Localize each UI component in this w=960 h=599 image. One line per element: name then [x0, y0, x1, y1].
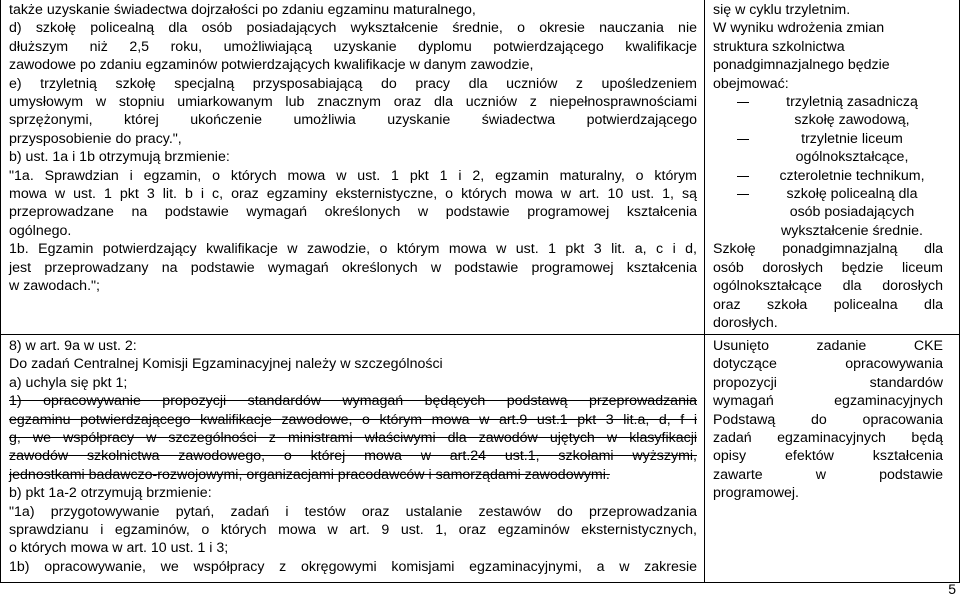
text-line: w zawodach.";	[9, 278, 100, 295]
school-type-item	[713, 130, 943, 167]
text-line: jest przeprowadzany na podstawie wymagań określonych w podstawie programowej kształcenia	[9, 259, 697, 276]
text-line: "1a. Sprawdzian i egzamin, o których mowa w ust. 1 pkt 1 i 2, egzamin maturalny, o którym	[9, 167, 697, 184]
text-line: 1b) opracowywanie, we współpracy z okręgowymi komisjami egzaminacyjnymi, a w zakresie	[9, 558, 697, 575]
text-line: jednostkami badawczo-rozwojowymi, organizacjami pracodawców i samorządami zawodowymi.	[9, 466, 610, 483]
row-divider	[1, 334, 959, 335]
bullet-line: szkołę zawodową,	[794, 112, 910, 129]
text-line: 8) w art. 9a w ust. 2:	[9, 338, 137, 354]
school-type-item	[713, 185, 943, 240]
text-line: się w cyklu trzyletnim.	[713, 2, 851, 18]
text-line: zawodów szkolnictwa zawodowego, o której mowa w art.24 ust.1, szkołami wyższymi,	[9, 448, 697, 465]
text-line: Usunięto zadanie CKE	[713, 338, 943, 354]
text-line: b) pkt 1a-2 otrzymują brzmienie:	[9, 485, 212, 502]
text-line: dotyczące opracowywania	[713, 356, 943, 373]
text-line: d) szkołę policealną dla osób posiadających wykształcenie średnie, o okresie nauczania nie	[9, 20, 697, 37]
text-line: umysłowym w stopniu umiarkowanym lub znacznym oraz dla uczniów z niepełnosprawnościami	[9, 94, 697, 111]
school-type-item	[713, 93, 943, 130]
dash-bullet-icon	[737, 102, 749, 103]
text-line: obejmować:	[713, 75, 789, 92]
school-types-list	[713, 93, 943, 240]
text-line: W wyniku wdrożenia zmian	[713, 20, 885, 37]
text-line: sprawdzianu i egzaminów, o których mowa w art. 9 ust. 1, oraz egzaminów eksternistycznych,	[9, 522, 697, 539]
text-line: przysposobienie do pracy.",	[9, 130, 182, 147]
bullet-line: osób posiadających	[789, 204, 915, 221]
text-line: o których mowa w art. 10 ust. 1 i 3;	[9, 540, 229, 557]
text-line: Podstawą do opracowania	[713, 411, 943, 428]
page-number: 5	[948, 581, 956, 597]
left-top-cell	[9, 1, 697, 296]
dash-bullet-icon	[737, 194, 749, 195]
right-intro-text	[713, 1, 943, 93]
text-line: "1a) przygotowywanie pytań, zadań i testów oraz ustalanie zestawów do przeprowadzania	[9, 503, 697, 520]
text-line: mowa w ust. 1 pkt 3 lit. b i c, oraz egzaminy eksternistyczne, o których mowa w art. 10 ust. 1, są	[9, 186, 697, 203]
bullet-line: szkołę policealną dla	[786, 186, 918, 203]
bullet-line: wykształcenie średnie.	[781, 222, 923, 239]
text-line: ogólnokształcące dla dorosłych	[713, 278, 943, 295]
text-line: ponadgimnazjalnego będzie	[713, 57, 890, 74]
text-line: 1b. Egzamin potwierdzający kwalifikacje w zawodzie, o którym mowa w ust. 1 pkt 3 lit. a, c i d,	[9, 241, 697, 258]
text-line: Szkołę ponadgimnazjalną dla	[713, 241, 943, 258]
right-bottom-cell	[713, 337, 943, 503]
text-line: przeprowadzane na podstawie wymagań określonych w podstawie programowej kształcenia	[9, 204, 697, 221]
text-line: zawodowe po zdaniu egzaminów potwierdzających kwalifikacje w danym zawodzie,	[9, 57, 534, 74]
text-line: wymagań egzaminacyjnych	[713, 393, 943, 410]
text-line: zawarte w podstawie	[713, 466, 943, 483]
text-line: dorosłych.	[713, 314, 778, 331]
text-line: Do zadań Centralnej Komisji Egzaminacyjnej należy w szczególności	[9, 356, 443, 373]
text-line: oraz szkoła policealna dla	[713, 296, 943, 313]
text-line: zadań egzaminacyjnych będą	[713, 430, 943, 447]
bullet-line: ogólnokształcące,	[795, 149, 909, 166]
text-line: opisy efektów kształcenia	[713, 448, 943, 465]
text-line: dłuższym niż 2,5 roku, umożliwiającą uzyskanie dyplomu potwierdzającego kwalifikacje	[9, 38, 697, 55]
text-line: egzaminu potwierdzającego kwalifikacje zawodowe, o którym mowa w art.9 ust.1 pkt 3 lit.a, d, f i	[9, 411, 697, 428]
text-line: osób dorosłych będzie liceum	[713, 259, 943, 276]
left-bottom-cell	[9, 337, 697, 576]
bullet-line: czteroletnie technikum,	[779, 167, 925, 184]
text-line: g, we współpracy w szczególności z ministrami właściwymi dla zawodów ujętych w klasyfikacji	[9, 430, 697, 447]
text-line: propozycji standardów	[713, 374, 943, 391]
column-divider	[704, 0, 705, 582]
school-type-item	[713, 167, 943, 185]
right-top-cell	[713, 1, 943, 332]
dash-bullet-icon	[737, 176, 749, 177]
text-line: ogólnego.	[9, 222, 72, 239]
bullet-line: trzyletnie liceum	[801, 130, 903, 147]
text-line: także uzyskanie świadectwa dojrzałości po zdaniu egzaminu maturalnego,	[9, 2, 476, 18]
text-line: e) trzyletnią szkołę specjalną przysposabiającą do pracy dla uczniów z upośledzeniem	[9, 75, 697, 92]
text-line: programowej.	[713, 485, 799, 502]
dash-bullet-icon	[737, 139, 749, 140]
text-line: b) ust. 1a i 1b otrzymują brzmienie:	[9, 149, 230, 166]
right-outro-text	[713, 240, 943, 332]
text-line: 1) opracowywanie propozycji standardów wymagań będących podstawą przeprowadzania	[9, 393, 697, 410]
text-line: a) uchyla się pkt 1;	[9, 374, 128, 391]
text-line: sprzężonymi, której ukończenie umożliwia uzyskanie świadectwa potwierdzającego	[9, 112, 697, 129]
bullet-line: trzyletnią zasadniczą	[786, 94, 918, 111]
text-line: struktura szkolnictwa	[713, 38, 845, 55]
